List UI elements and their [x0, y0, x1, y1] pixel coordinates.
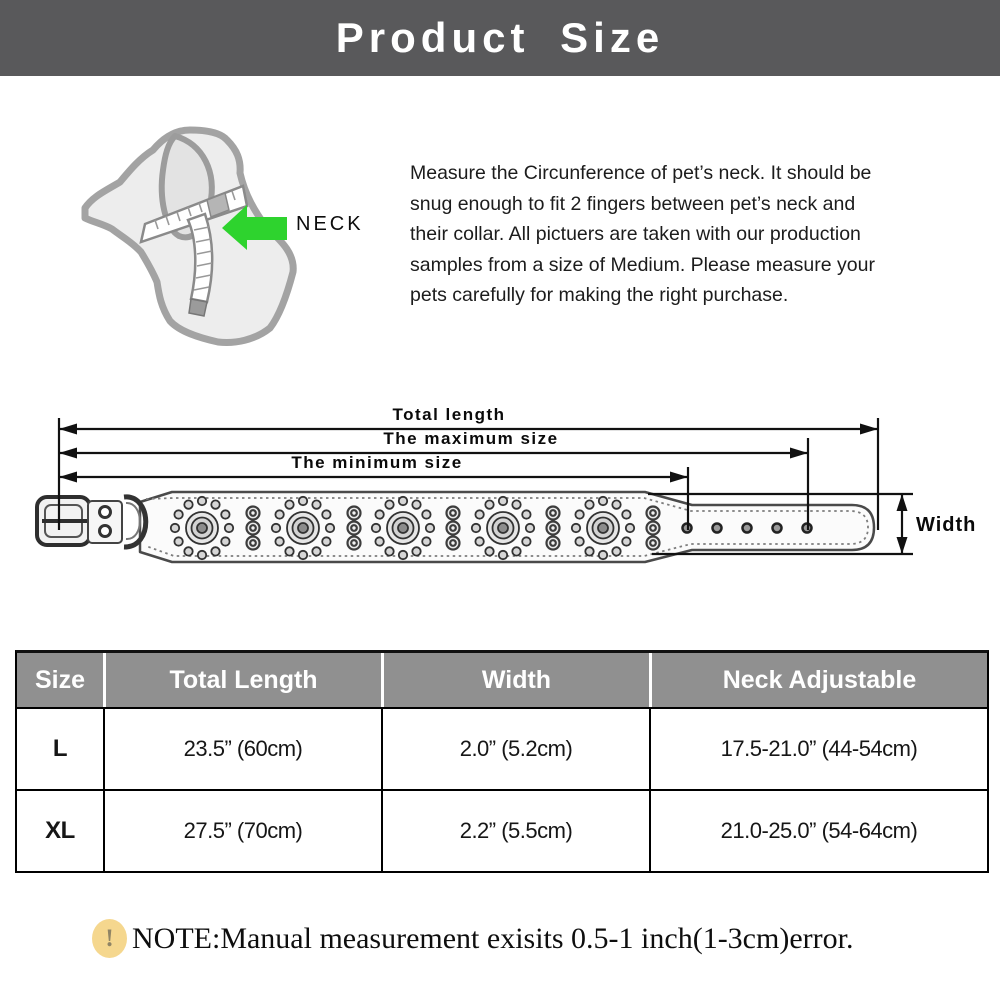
instruction-line: snug enough to fit 2 fingers between pet’s neck and [410, 192, 856, 215]
column-header-total-length: Total Length [103, 653, 381, 707]
measurement-note: NOTE:Manual measurement exisits 0.5-1 inch(1-3cm)error. [132, 922, 854, 955]
exclamation-glyph: ! [105, 924, 114, 952]
column-header-size: Size [17, 653, 103, 707]
collar-illustration [37, 492, 874, 562]
size-chart-table [15, 650, 989, 873]
table-cell-l-neck: 17.5-21.0” (44-54cm) [649, 707, 987, 789]
title-banner [0, 0, 1000, 76]
maximum-size-label: The maximum size [383, 429, 559, 448]
table-cell-size-l: L [17, 707, 103, 789]
neck-label: NECK [296, 213, 364, 235]
minimum-size-label: The minimum size [291, 453, 463, 472]
column-header-neck-adjustable: Neck Adjustable [649, 653, 987, 707]
instruction-line: samples from a size of Medium. Please measure your [410, 253, 875, 276]
instruction-line: pets carefully for making the right purchase. [410, 284, 789, 306]
column-header-width: Width [381, 653, 649, 707]
width-label: Width [916, 514, 977, 536]
table-cell-xl-total-length: 27.5” (70cm) [103, 789, 381, 871]
measuring-instructions [410, 158, 970, 311]
instruction-line: Measure the Circunference of pet’s neck. It should be [410, 162, 872, 184]
table-cell-l-width: 2.0” (5.2cm) [381, 707, 649, 789]
dog-neck-measure-illustration [55, 110, 400, 365]
table-cell-xl-neck: 21.0-25.0” (54-64cm) [649, 789, 987, 871]
exclamation-icon [92, 919, 127, 958]
instruction-line: their collar. All pictuers are taken with our production [410, 223, 861, 245]
page-title: Product Size [335, 14, 665, 61]
table-cell-l-total-length: 23.5” (60cm) [103, 707, 381, 789]
table-cell-xl-width: 2.2” (5.5cm) [381, 789, 649, 871]
table-cell-size-xl: XL [17, 789, 103, 871]
total-length-label: Total length [392, 405, 506, 424]
collar-buckle-icon [37, 497, 146, 547]
